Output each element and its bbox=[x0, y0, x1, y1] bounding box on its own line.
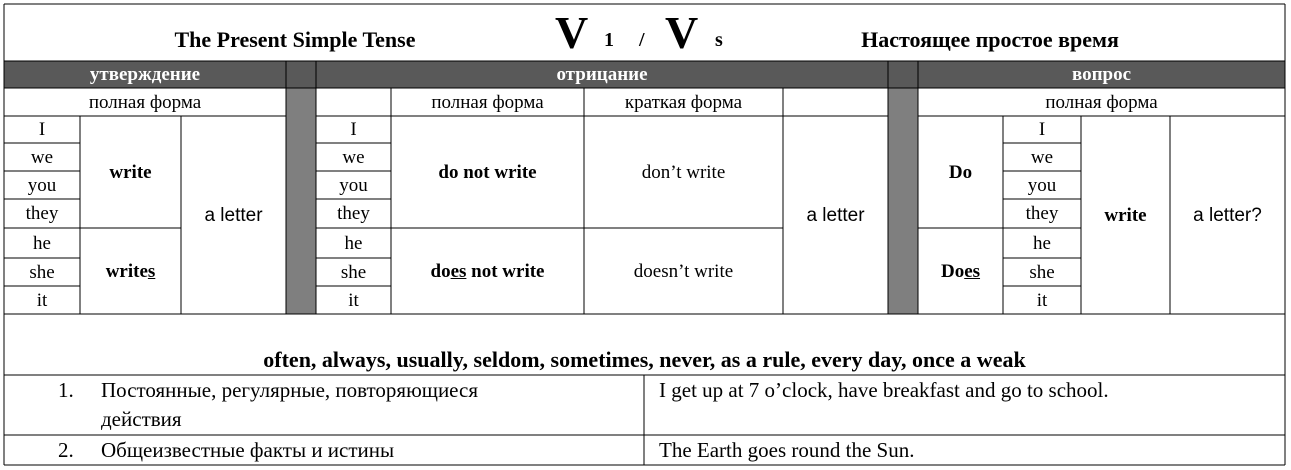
formula-vs: V bbox=[665, 7, 699, 58]
title-russian: Настоящее простое время bbox=[861, 27, 1119, 52]
formula-slash: / bbox=[639, 29, 645, 51]
header-affirmative: утверждение bbox=[89, 64, 201, 85]
verb-stem: write bbox=[105, 260, 148, 282]
question-pronoun: I bbox=[1038, 119, 1046, 140]
aux-stem: Do bbox=[940, 260, 965, 282]
usage-example: I get up at 7 o’clock, have breakfast and go to school. bbox=[659, 377, 1109, 402]
question-pronoun: you bbox=[1027, 174, 1057, 196]
question-pronoun: he bbox=[1033, 232, 1051, 254]
formula-v1-subscript: 1 bbox=[604, 29, 614, 51]
affirmative-verb-plural: write bbox=[109, 161, 152, 183]
header-negative: отрицание bbox=[556, 64, 648, 85]
question-pronoun: they bbox=[1025, 203, 1059, 224]
negative-short-singular: doesn’t write bbox=[633, 260, 734, 282]
aux-rest: not write bbox=[466, 260, 545, 282]
negative-short-plural: don’t write bbox=[641, 161, 726, 183]
formula-v1: V bbox=[555, 7, 589, 58]
formula-vs-subscript: s bbox=[715, 29, 723, 51]
affirmative-verb-singular bbox=[80, 228, 181, 314]
negative-full-singular bbox=[391, 228, 584, 314]
question-full-form: полная форма bbox=[1045, 91, 1158, 113]
question-pronoun: she bbox=[1029, 261, 1055, 283]
affirmative-object: a letter bbox=[204, 204, 263, 226]
negative-object: a letter bbox=[806, 204, 865, 226]
affirmative-pronoun: he bbox=[33, 232, 51, 254]
header-question: вопрос bbox=[1071, 64, 1132, 85]
negative-pronoun: they bbox=[337, 203, 370, 224]
usage-rule-continued: действия bbox=[101, 406, 182, 431]
negative-short-form: краткая форма bbox=[624, 91, 743, 113]
affirmative-pronoun: they bbox=[25, 203, 59, 224]
affirmative-full-form: полная форма bbox=[88, 91, 202, 113]
negative-pronoun: he bbox=[344, 232, 363, 254]
aux-stem: do bbox=[430, 260, 451, 282]
negative-pronoun: she bbox=[340, 261, 367, 283]
affirmative-pronoun: you bbox=[27, 174, 57, 196]
affirmative-pronoun: she bbox=[29, 261, 55, 283]
title-english: The Present Simple Tense bbox=[174, 27, 416, 52]
question-verb: write bbox=[1104, 204, 1147, 226]
usage-rule: Постоянные, регулярные, повторяющиеся bbox=[101, 377, 479, 402]
negative-pronoun: we bbox=[342, 146, 365, 168]
aux-ending: es bbox=[450, 260, 467, 282]
question-object: a letter? bbox=[1193, 204, 1262, 226]
usage-example: The Earth goes round the Sun. bbox=[659, 437, 915, 462]
question-aux-singular bbox=[918, 228, 1003, 314]
affirmative-pronoun: I bbox=[38, 119, 46, 140]
negative-pronoun: I bbox=[350, 119, 357, 140]
question-pronoun: it bbox=[1036, 289, 1048, 311]
title-formula bbox=[555, 8, 735, 58]
aux-ending: es bbox=[964, 260, 981, 282]
negative-pronoun: you bbox=[339, 174, 368, 196]
negative-full-plural: do not write bbox=[438, 161, 537, 183]
question-aux-plural: Do bbox=[948, 161, 973, 183]
usage-number: 2. bbox=[58, 437, 74, 462]
negative-pronoun: it bbox=[348, 289, 359, 311]
affirmative-pronoun: it bbox=[36, 289, 48, 311]
verb-ending: s bbox=[147, 260, 156, 282]
usage-number: 1. bbox=[58, 377, 74, 402]
negative-full-form: полная форма bbox=[431, 91, 544, 113]
time-adverbs: often, always, usually, seldom, sometimes, never, as a rule, every day, once a weak bbox=[263, 347, 1026, 372]
affirmative-pronoun: we bbox=[30, 146, 54, 168]
usage-rule: Общеизвестные факты и истины bbox=[101, 437, 395, 462]
question-pronoun: we bbox=[1030, 146, 1054, 168]
